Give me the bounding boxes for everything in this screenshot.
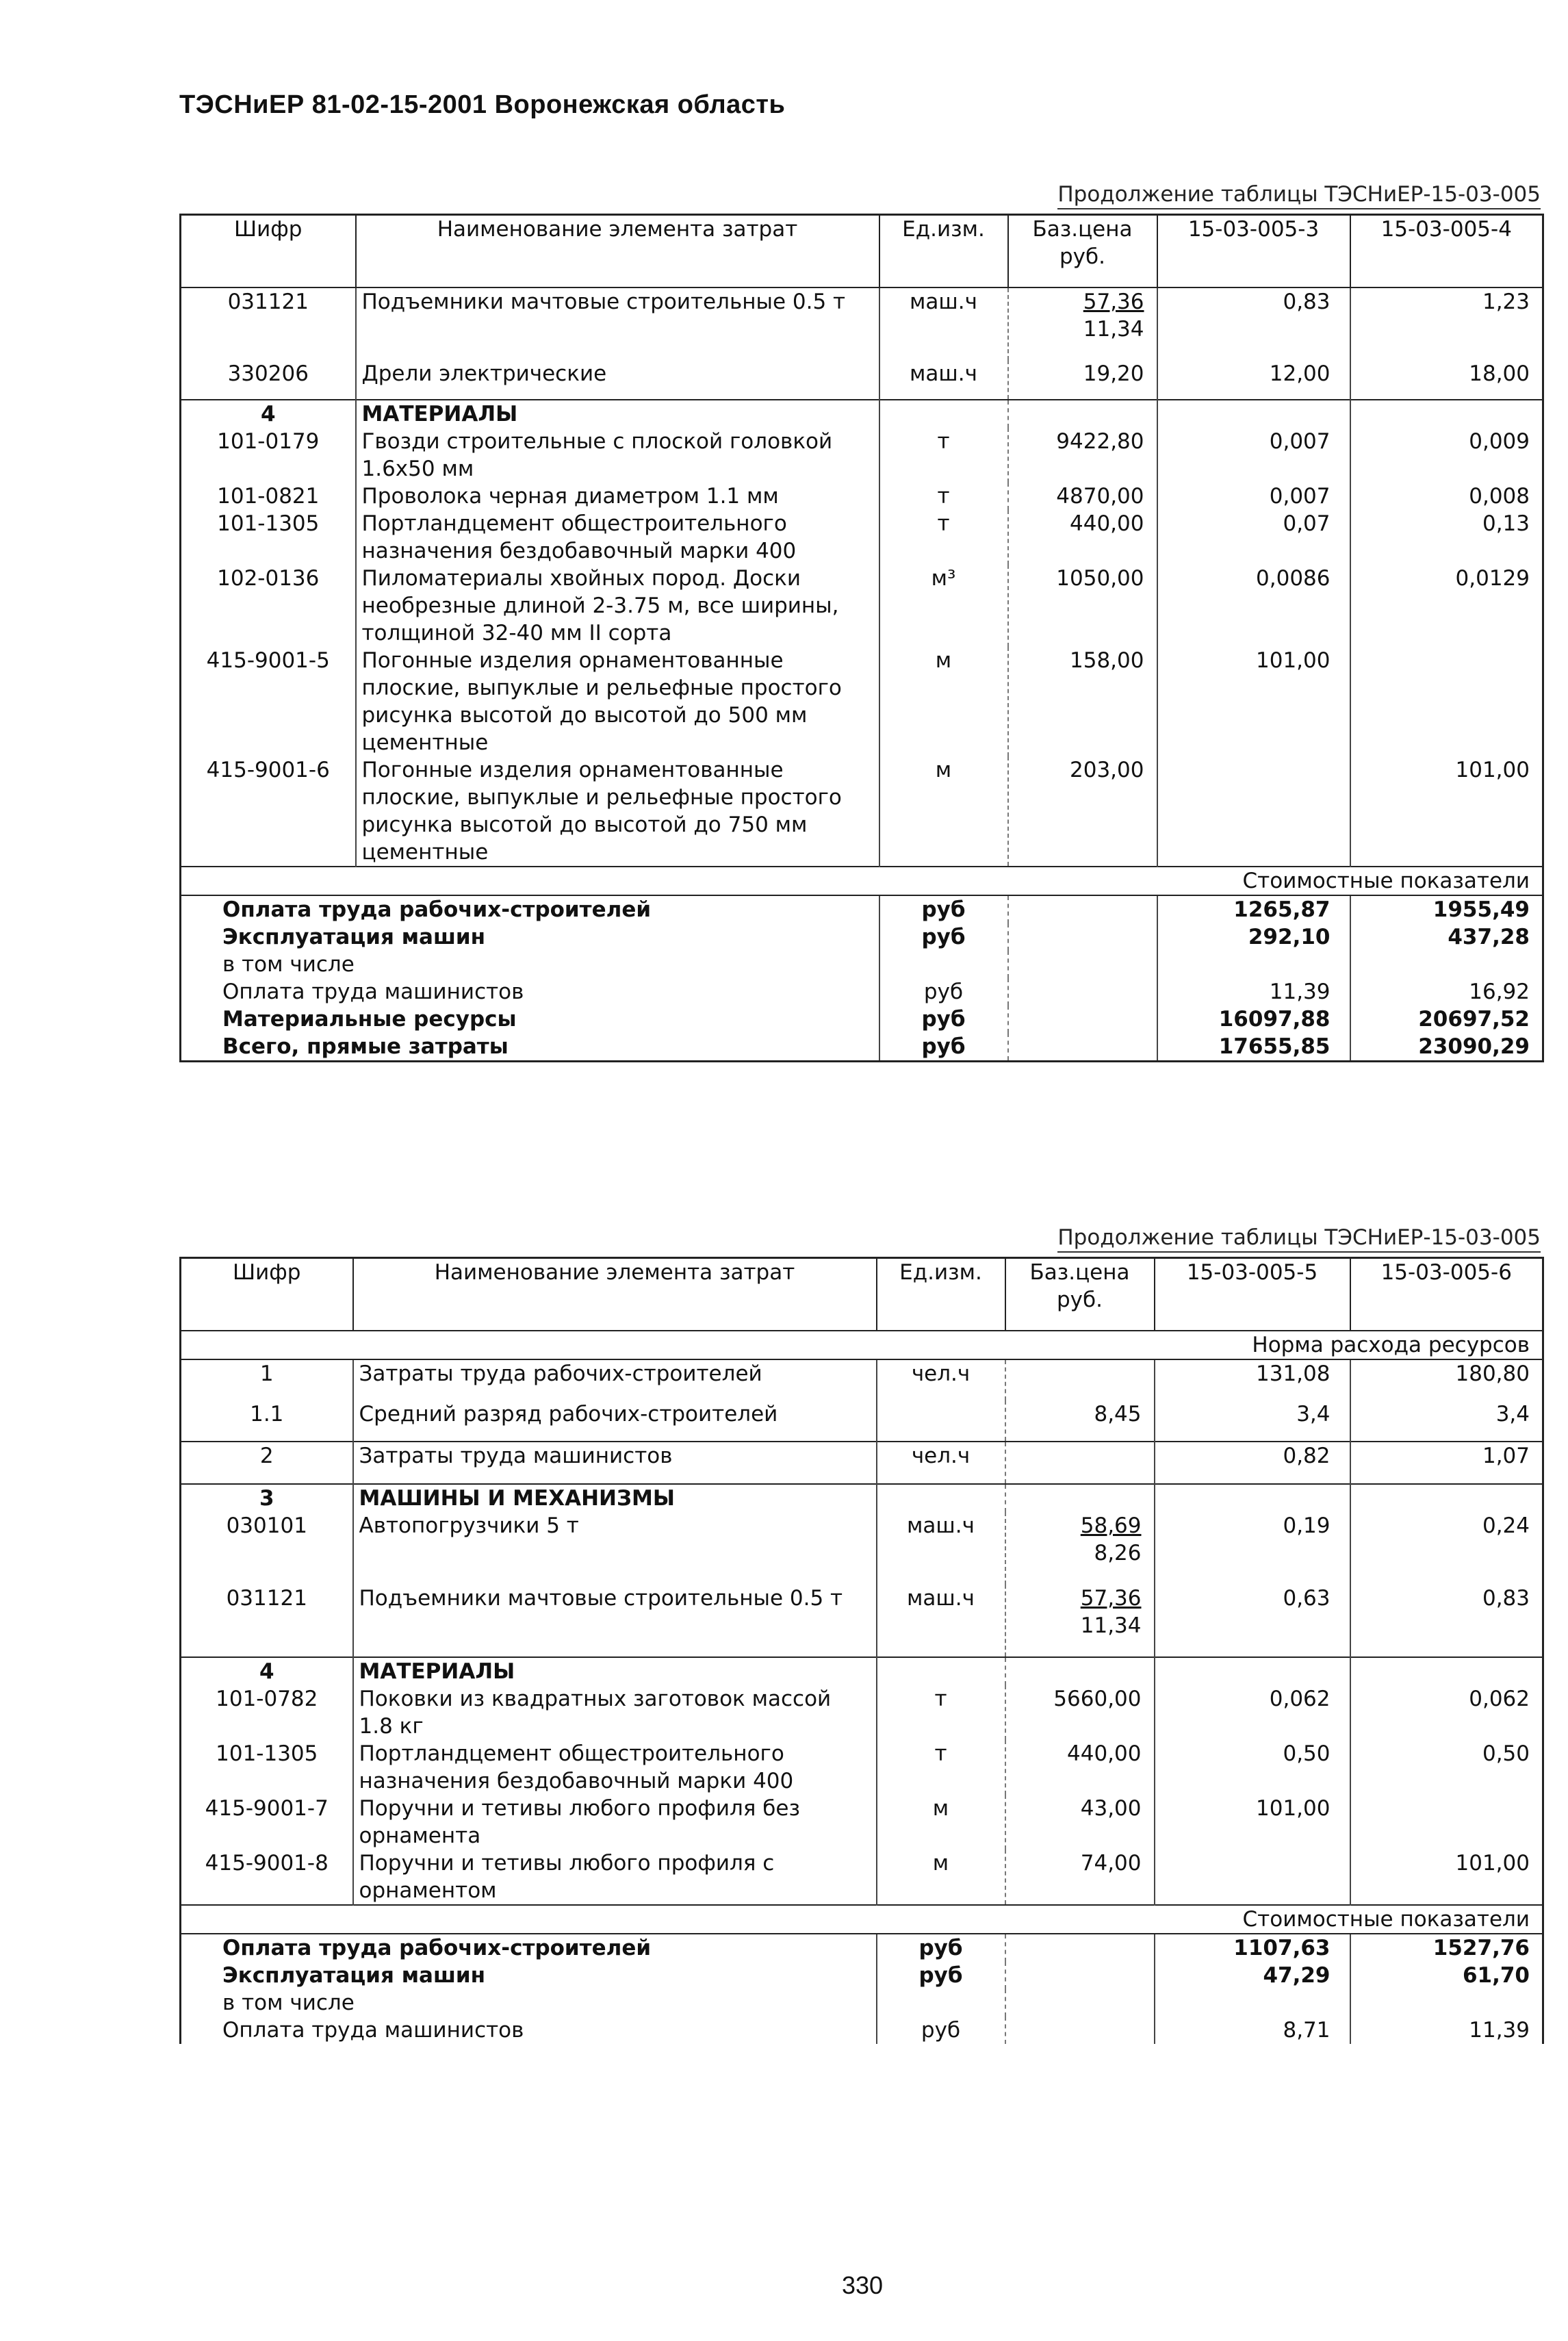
price-secondary: 11,34 [1080,1613,1142,1638]
section-row [181,1484,1543,1512]
price-cell [1008,287,1157,360]
cell: 101-1305 [181,1740,353,1795]
cell: 4 [181,400,356,428]
cell [879,951,1008,978]
table-row [181,287,1543,360]
cell: маш.ч [879,287,1008,360]
cost-label: в том числе [181,951,879,978]
cost-row [181,1962,1543,1989]
cell: 0,062 [1469,1687,1530,1711]
cell: 19,20 [1008,360,1157,400]
page-title: ТЭСНиЕР 81-02-15-2001 Воронежская область [179,90,786,119]
table-row [181,1400,1543,1442]
cell: 0,24 [1482,1513,1530,1538]
cell [1155,1850,1350,1905]
cell: 1527,76 [1432,1936,1530,1960]
cell: 158,00 [1008,647,1157,756]
cell: 3,4 [1155,1400,1350,1442]
cell: 1,07 [1350,1442,1543,1484]
cell: 0,009 [1469,429,1530,454]
cell: 0,007 [1157,428,1350,483]
cost-label: Эксплуатация машин [181,1962,877,1989]
cell: маш.ч [877,1512,1005,1585]
cell [877,1989,1005,2017]
cell [1350,1484,1543,1512]
col-code-header: Шифр [181,215,356,288]
cell: 0,83 [1157,287,1350,360]
cell: 415-9001-8 [181,1850,353,1905]
cell: 2 [181,1442,353,1484]
cell [1005,2017,1155,2044]
col-code-header: Шифр [181,1258,353,1331]
cell: Затраты труда машинистов [353,1442,877,1484]
cost-label: Оплата труда машинистов [181,978,879,1006]
section-row [181,1657,1543,1685]
cell [1008,1006,1157,1033]
cell: чел.ч [877,1442,1005,1484]
table-row [181,1850,1543,1905]
cell [1350,951,1543,978]
cell: Портландцемент общестроительного назначения бездобавочный марки 400 [353,1740,877,1795]
cell: 0,50 [1155,1740,1350,1795]
cell: 18,00 [1469,361,1530,386]
table-row [181,360,1543,400]
cost-row [181,1934,1543,1962]
cell [1005,1962,1155,1989]
col-unit-header: Ед.изм. [879,215,1008,288]
table-row [181,1442,1543,1484]
cell: Погонные изделия орнаментованные плоские, выпуклые и рельефные простого рисунка высотой до высотой до 750 мм цементные [356,756,879,867]
cell: Пиломатериалы хвойных пород. Доски необрезные длиной 2-3.75 м, все ширины, толщиной 32-40 мм II сорта [356,565,879,647]
cell: 330206 [181,360,356,400]
cell: 5660,00 [1005,1685,1155,1740]
cell: 131,08 [1155,1359,1350,1400]
cell: Подъемники мачтовые строительные 0.5 т [356,287,879,360]
cell: 101,00 [1455,758,1530,782]
cell: м [879,756,1008,867]
cell: 0,83 [1482,1586,1530,1611]
cell: Поручни и тетивы любого профиля с орнаментом [353,1850,877,1905]
group-label-row [181,1331,1543,1359]
cell: 292,10 [1157,923,1350,951]
cell: 0,63 [1155,1585,1350,1657]
cell [1005,1989,1155,2017]
group-label: Норма расхода ресурсов [181,1331,1543,1359]
table-header [181,1258,1543,1331]
cost-label: Оплата труда машинистов [181,2017,877,2044]
cell: 1050,00 [1008,565,1157,647]
cell: м [879,647,1008,756]
cost-row [181,978,1543,1006]
cell: 3,4 [1495,1402,1530,1427]
cell: 440,00 [1005,1740,1155,1795]
cost-row [181,895,1543,923]
cell [1005,1442,1155,1484]
cell [1350,1989,1543,2017]
table2-continuation: Продолжение таблицы ТЭСНиЕР-15-03-005 [1057,1225,1541,1253]
cell [1008,923,1157,951]
col-name-header: Наименование элемента затрат [353,1258,877,1331]
cell: руб [879,1006,1008,1033]
table-row [181,1685,1543,1740]
cell [1155,1657,1350,1685]
col-a-header: 15-03-005-3 [1157,215,1350,288]
group-label-row [181,1905,1543,1934]
table-row [181,756,1543,867]
cost-label: в том числе [181,1989,877,2017]
cost-label: Материальные ресурсы [181,1006,879,1033]
cost-label: Эксплуатация машин [181,923,879,951]
cell: Средний разряд рабочих-строителей [353,1400,877,1442]
cell: 437,28 [1448,925,1530,949]
cell [1005,1657,1155,1685]
cell: 4870,00 [1008,483,1157,510]
cell: Дрели электрические [356,360,879,400]
cell [1350,647,1543,756]
table-header [181,215,1543,288]
cell: руб [879,978,1008,1006]
col-a-header: 15-03-005-5 [1155,1258,1350,1331]
cell [1008,951,1157,978]
cell: м³ [879,565,1008,647]
cell: 1,23 [1482,290,1530,314]
cell: руб [879,923,1008,951]
cell: 0,19 [1155,1512,1350,1585]
group-label-row [181,867,1543,895]
cell: 415-9001-7 [181,1795,353,1850]
cell: м [877,1850,1005,1905]
table-row [181,565,1543,647]
cell: 16,92 [1469,980,1530,1004]
cell: 9422,80 [1008,428,1157,483]
cell: 1955,49 [1432,897,1530,922]
cost-label: Оплата труда рабочих-строителей [181,1934,877,1962]
cell: Поручни и тетивы любого профиля без орнамента [353,1795,877,1850]
cell: 0,0086 [1157,565,1350,647]
cell: 1107,63 [1155,1934,1350,1962]
cell: 61,70 [1462,1963,1530,1988]
cell: 030101 [181,1512,353,1585]
cell: 101-0179 [181,428,356,483]
cell [1005,1484,1155,1512]
cell: МАШИНЫ И МЕХАНИЗМЫ [353,1484,877,1512]
cell: 101-1305 [181,510,356,565]
cell: 0,007 [1157,483,1350,510]
cell: 415-9001-6 [181,756,356,867]
cell: 11,39 [1157,978,1350,1006]
cell: 101,00 [1455,1851,1530,1876]
cell: Погонные изделия орнаментованные плоские, выпуклые и рельефные простого рисунка высотой до высотой до 500 мм цементные [356,647,879,756]
cell: т [877,1740,1005,1795]
cell: 43,00 [1005,1795,1155,1850]
cost-row [181,1006,1543,1033]
col-price-header: Баз.цена руб. [1005,1258,1155,1331]
cell [877,1484,1005,1512]
cell: 440,00 [1008,510,1157,565]
price-secondary: 11,34 [1083,317,1144,342]
col-price-header: Баз.цена руб. [1008,215,1157,288]
price-cell [1005,1585,1155,1657]
cell: 101-0821 [181,483,356,510]
cell [1157,400,1350,428]
cell: т [879,428,1008,483]
cell: руб [879,895,1008,923]
cell [1157,756,1350,867]
table1-continuation: Продолжение таблицы ТЭСНиЕР-15-03-005 [1057,182,1541,209]
cell: МАТЕРИАЛЫ [353,1657,877,1685]
group-label: Стоимостные показатели [181,867,1543,895]
cell [1157,951,1350,978]
cell: 031121 [181,287,356,360]
cell [877,1400,1005,1442]
table-row [181,428,1543,483]
cell: Портландцемент общестроительного назначения бездобавочный марки 400 [356,510,879,565]
cell: 17655,85 [1157,1033,1350,1062]
table-row [181,1359,1543,1400]
table-row [181,483,1543,510]
cell [1008,895,1157,923]
cell: 74,00 [1005,1850,1155,1905]
cell: 1 [181,1359,353,1400]
cell: 0,82 [1155,1442,1350,1484]
cell [1008,400,1157,428]
price-value: 58,69 [1080,1513,1142,1538]
cost-row [181,2017,1543,2044]
price-cell [1005,1512,1155,1585]
cell: Подъемники мачтовые строительные 0.5 т [353,1585,877,1657]
cell: 0,07 [1157,510,1350,565]
cell [1155,1484,1350,1512]
cell: 8,45 [1005,1400,1155,1442]
cost-row [181,1989,1543,2017]
cell [1008,978,1157,1006]
cell: 3 [181,1484,353,1512]
cell: 102-0136 [181,565,356,647]
cell [1350,400,1543,428]
table-row [181,1740,1543,1795]
cell: 0,008 [1469,484,1530,509]
cell: руб [877,2017,1005,2044]
cell: 031121 [181,1585,353,1657]
table-row [181,647,1543,756]
cell: 180,80 [1455,1361,1530,1386]
col-b-header: 15-03-005-4 [1350,215,1543,288]
cell: Автопогрузчики 5 т [353,1512,877,1585]
cell [1350,1657,1543,1685]
cell: Гвозди строительные с плоской головкой 1.6x50 мм [356,428,879,483]
cell: 23090,29 [1418,1034,1530,1059]
cost-row [181,923,1543,951]
cell: м [877,1795,1005,1850]
cell: маш.ч [877,1585,1005,1657]
cell: 0,50 [1482,1741,1530,1766]
cell: 11,39 [1469,2018,1530,2043]
cell: 0,13 [1482,511,1530,536]
table-row [181,1512,1543,1585]
price-value: 57,36 [1083,290,1144,314]
cell: 101,00 [1157,647,1350,756]
cell: т [879,483,1008,510]
cell: МАТЕРИАЛЫ [356,400,879,428]
cell: руб [877,1934,1005,1962]
table-row [181,1585,1543,1657]
cell: чел.ч [877,1359,1005,1400]
page-number: 330 [842,2271,884,2299]
cell: 12,00 [1157,360,1350,400]
cell: т [877,1685,1005,1740]
cell: 16097,88 [1157,1006,1350,1033]
cost-label: Всего, прямые затраты [181,1033,879,1062]
cost-row [181,951,1543,978]
cell: 101,00 [1155,1795,1350,1850]
cell [1350,1795,1543,1850]
cell [1005,1359,1155,1400]
cell: руб [877,1962,1005,1989]
group-label: Стоимостные показатели [181,1905,1543,1934]
cell: 1.1 [181,1400,353,1442]
price-secondary: 8,26 [1094,1541,1142,1565]
cell: 415-9001-5 [181,647,356,756]
cell: маш.ч [879,360,1008,400]
cost-row [181,1033,1543,1062]
table-row [181,1795,1543,1850]
cell: т [879,510,1008,565]
cell [1155,1989,1350,2017]
cell [1005,1934,1155,1962]
resource-table-1 [179,214,1544,1062]
cell [877,1657,1005,1685]
cell: Проволока черная диаметром 1.1 мм [356,483,879,510]
cell: 101-0782 [181,1685,353,1740]
cell: Поковки из квадратных заготовок массой 1.8 кг [353,1685,877,1740]
cell: 203,00 [1008,756,1157,867]
col-b-header: 15-03-005-6 [1350,1258,1543,1331]
table-row [181,510,1543,565]
col-unit-header: Ед.изм. [877,1258,1005,1331]
cell: 0,062 [1155,1685,1350,1740]
cost-label: Оплата труда рабочих-строителей [181,895,879,923]
cell: Затраты труда рабочих-строителей [353,1359,877,1400]
cell: 1265,87 [1157,895,1350,923]
cell: 8,71 [1155,2017,1350,2044]
col-name-header: Наименование элемента затрат [356,215,879,288]
cell [1008,1033,1157,1062]
cell: 4 [181,1657,353,1685]
cell: руб [879,1033,1008,1062]
cell: 0,0129 [1455,566,1530,591]
price-value: 57,36 [1080,1586,1142,1611]
cell: 47,29 [1155,1962,1350,1989]
cell [879,400,1008,428]
section-row [181,400,1543,428]
resource-table-2 [179,1257,1544,2044]
cell: 20697,52 [1418,1007,1530,1032]
